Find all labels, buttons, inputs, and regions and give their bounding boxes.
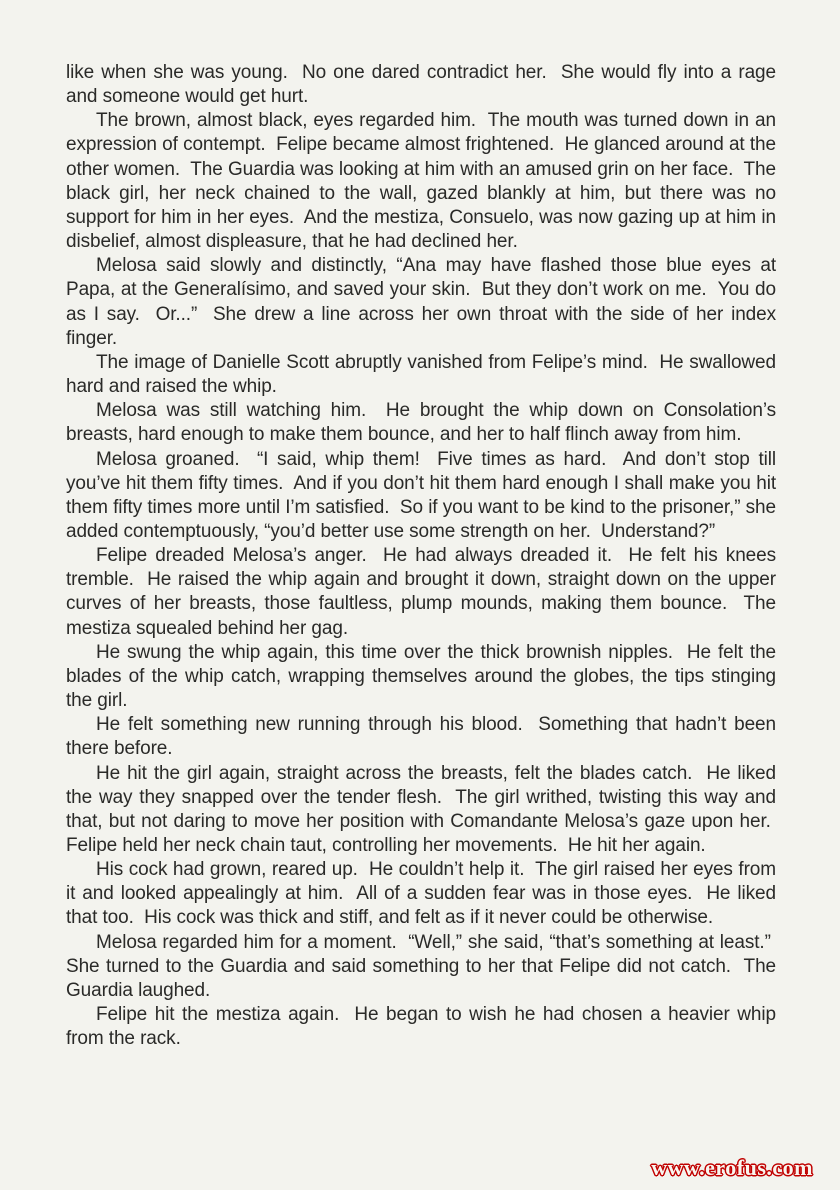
paragraph: He hit the girl again, straight across the breasts, felt the blades catch. He liked the way they snapped over the tender flesh. The girl writhed, twisting this way and that, but not daring to move her position with Comandante Melosa’s gaze upon her. Felipe held her neck chain taut, controlling her movements. He hit her again.: [66, 762, 776, 856]
paragraph: like when she was young. No one dared contradict her. She would fly into a rage and someone would get hurt.: [66, 62, 776, 108]
paragraph: He felt something new running through his blood. Something that hadn’t been there before.: [66, 714, 776, 760]
paragraph: Melosa groaned. “I said, whip them! Five times as hard. And don’t stop till you’ve hit them fifty times. And if you don’t hit them hard enough I shall make you hit them fifty times more until I’m satisfied. So if you want to be kind to the prisoner,” she added contemptuously, “you’d better use some strength on her. Understand?”: [66, 448, 776, 542]
paragraph: Melosa said slowly and distinctly, “Ana may have flashed those blue eyes at Papa, at the Generalísimo, and saved your skin. But they don’t work on me. You do as I say. Or...” She drew a line across her own throat with the side of her index finger.: [66, 255, 776, 349]
paragraph: Felipe hit the mestiza again. He began to wish he had chosen a heavier whip from the rack.: [66, 1004, 776, 1050]
paragraph: The image of Danielle Scott abruptly vanished from Felipe’s mind. He swallowed hard and raised the whip.: [66, 351, 776, 398]
watermark: www.erofus.com: [651, 1155, 813, 1180]
paragraph: The brown, almost black, eyes regarded him. The mouth was turned down in an expression of contempt. Felipe became almost frightened. He glanced around at the other women. The Guardia was looking at him with an amused grin on her face. The black girl, her neck chained to the wall, gazed blankly at him, but there was no support for him in her eyes. And the mestiza, Consuelo, was now gazing up at him in disbelief, almost displeasure, that he had declined her.: [66, 110, 776, 253]
paragraph: Melosa regarded him for a moment. “Well,” she said, “that’s something at least.” She turned to the Guardia and said something to her that Felipe did not catch. The Guardia laughed.: [66, 931, 776, 1001]
paragraph: His cock had grown, reared up. He couldn’t help it. The girl raised her eyes from it and looked appealingly at him. All of a sudden fear was in those eyes. He liked that too. His cock was thick and stiff, and felt as if it never could be otherwise.: [66, 859, 776, 929]
paragraph: Felipe dreaded Melosa’s anger. He had always dreaded it. He felt his knees tremble. He raised the whip again and brought it down, straight down on the upper curves of her breasts, those faultless, plump mounds, making them bounce. The mestiza squealed behind her gag.: [66, 545, 776, 639]
page-text: [66, 61, 776, 1051]
paragraph: Melosa was still watching him. He brought the whip down on Consolation’s breasts, hard enough to make them bounce, and her to half flinch away from him.: [66, 400, 776, 446]
paragraph: He swung the whip again, this time over the thick brownish nipples. He felt the blades of the whip catch, wrapping themselves around the globes, the tips stinging the girl.: [66, 641, 776, 712]
